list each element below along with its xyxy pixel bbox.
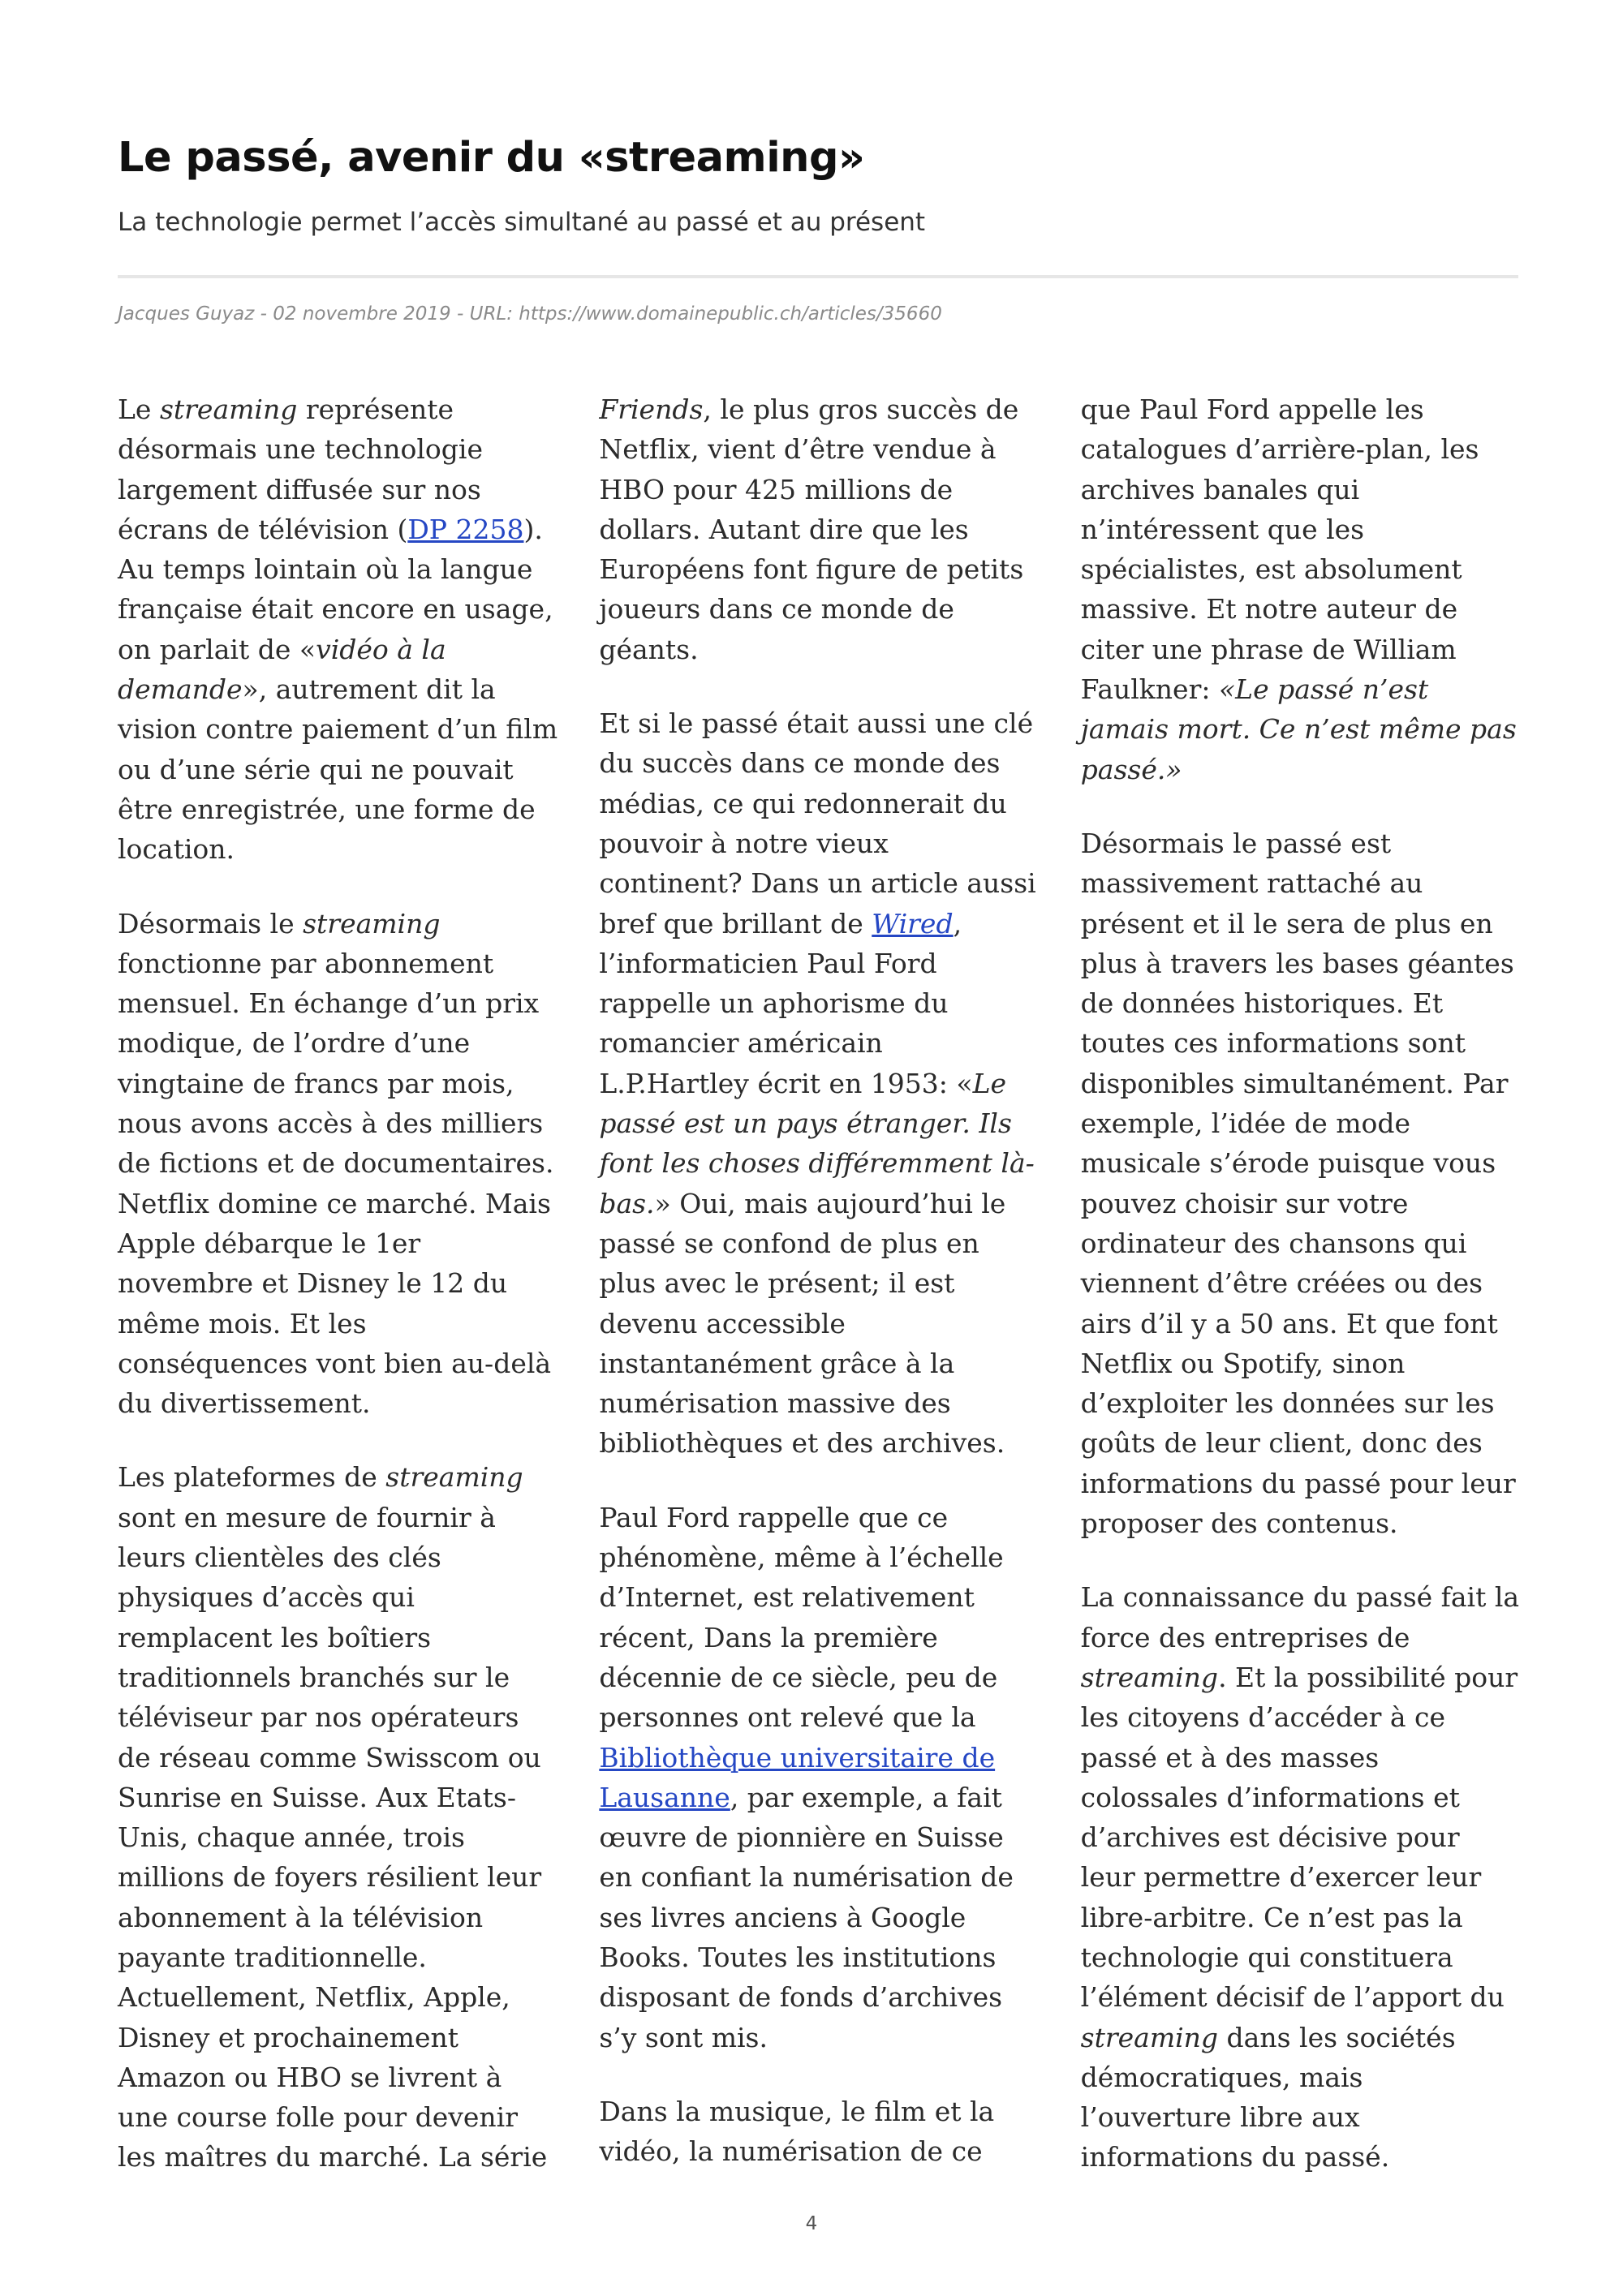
text-run: sont en mesure de fournir à leurs clientèles des clés physiques d’accès qui remplacent les boîtiers traditionnels branchés sur le téléviseur par nos opérateurs de réseau comme Swisscom ou Sunrise en Suisse. Aux Etats-Unis, chaque année, trois millions de foyers résilient leur abonnement à la télévision payante traditionnelle. Actuellement, Netflix, Apple, Disney et prochainement Amazon ou HBO se livrent à une course folle pour devenir les maîtres du marché. La série [118, 1501, 548, 2173]
link-dp-2258[interactable]: DP 2258 [407, 513, 524, 545]
emphasis: vidéo à la demande [118, 633, 446, 706]
emphasis: Friends [599, 393, 704, 425]
text-run: , le plus gros succès de Netflix, vient d’être vendue à HBO pour 425 millions de dollars. Autant dire que les Européens font figure de petits joueurs dans ce monde de géants. [599, 393, 1024, 665]
emphasis: «Le passé n’est jamais mort. Ce n’est même pas passé.» [1080, 673, 1517, 785]
text-run: , l’informaticien Paul Ford rappelle un aphorisme du romancier américain L.P.Hartley écrit en 1953: « [599, 907, 973, 1099]
article-body [118, 389, 1522, 2191]
link-bibliotheque-lausanne[interactable]: Bibliothèque universitaire de Lausanne [599, 1741, 996, 1813]
paragraph-1 [118, 389, 558, 870]
link-wired[interactable] [872, 908, 953, 939]
text-run: représente désormais une technologie largement diffusée sur nos écrans de télévision ( [118, 393, 483, 545]
paragraph-7 [1081, 823, 1522, 1543]
emphasis: streaming [1080, 1661, 1219, 1693]
text-run: fonctionne par abonnement mensuel. En échange d’un prix modique, de l’ordre d’une vingtaine de francs par mois, nous avons accès à des milliers de fictions et de documentaires. Netflix domine ce marché. Mais Apple débarque le 1er novembre et Disney le 12 du même mois. Et les conséquences vont bien au-delà du divertissement. [118, 947, 554, 1420]
text-run: Les plateformes de [118, 1461, 386, 1494]
article-title: Le passé, avenir du «streaming» [118, 134, 865, 182]
paragraph-8 [1081, 1577, 1522, 2177]
text-run: Désormais le passé est massivement rattaché au présent et il le sera de plus en plus à travers les bases géantes de données historiques. Et toutes ces informations sont disponibles simultanément. Par exemple, l’idée de mode musicale s’érode puisque vous pouvez choisir sur votre ordinateur des chansons qui viennent d’être créées ou des airs d’il y a 50 ans. Et que font Netflix ou Spotify, sinon d’exploiter les données sur les goûts de leur client, donc des informations du passé pour leur proposer des contenus. [1080, 827, 1516, 1540]
text-run: , par exemple, a fait œuvre de pionnière en Suisse en confiant la numérisation de ses livres anciens à Google Books. Toutes les institutions disposant de fonds d’archives s’y sont mis. [599, 1781, 1014, 2053]
text-run: Paul Ford rappelle que ce phénomène, même à l’échelle d’Internet, est relativement récent, Dans la première décennie de ce siècle, peu de personnes ont relevé que la [599, 1501, 1004, 1734]
emphasis: Le passé est un pays étranger. Ils font les choses différemment là-bas. [599, 1067, 1035, 1219]
text-run: Et si le passé était aussi une clé du succès dans ce monde des médias, ce qui redonnerait du pouvoir à notre vieux continent? Dans un article aussi bref que brillant de [599, 707, 1036, 939]
text-run: Désormais le [118, 907, 304, 939]
text-run: », autrement dit la vision contre paiement d’un film ou d’une série qui ne pouvait être enregistrée, une forme de location. [118, 673, 558, 866]
text-run: Le [118, 393, 160, 425]
text-run: » Oui, mais aujourd’hui le passé se confond de plus en plus avec le présent; il est devenu accessible instantanément grâce à la numérisation massive des bibliothèques et des archives. [599, 1187, 1006, 1460]
emphasis: streaming [1080, 2021, 1219, 2053]
text-run: . Et la possibilité pour les citoyens d’accéder à ce passé et à des masses colossales d’informations et d’archives est décisive pour leur permettre d’exercer leur libre-arbitre. Ce n’est pas la technologie qui constituera l’élément décisif de l’apport du [1080, 1661, 1518, 2014]
link-label: Wired [872, 907, 954, 939]
paragraph-5 [599, 1498, 1040, 2057]
header-divider [118, 275, 1518, 278]
paragraph-4 [599, 703, 1040, 1464]
text-run: ). Au temps lointain où la langue française était encore en usage, on parlait de « [118, 513, 553, 665]
article-subtitle: La technologie permet l’accès simultané au passé et au présent [118, 208, 926, 237]
text-run: Dans la musique, le film et la vidéo, la numérisation de ce que Paul Ford appelle les catalogues d’arrière-plan, les archives banales qui n’intéressent que les spécialistes, est absolument massive. Et notre auteur de citer une phrase de William Faulkner: [599, 393, 1479, 2168]
text-run: La connaissance du passé fait la force des entreprises de [1080, 1581, 1520, 1653]
article-meta: Jacques Guyaz - 02 novembre 2019 - URL: https://www.domainepublic.ch/articles/35660 [118, 303, 942, 325]
emphasis: streaming [303, 907, 441, 939]
page-number: 4 [805, 2213, 818, 2234]
paragraph-2 [118, 904, 558, 1424]
emphasis: streaming [385, 1461, 523, 1494]
emphasis: streaming [159, 393, 298, 425]
text-run: dans les sociétés démocratiques, mais l’ouverture libre aux informations du passé. [1080, 2021, 1456, 2173]
